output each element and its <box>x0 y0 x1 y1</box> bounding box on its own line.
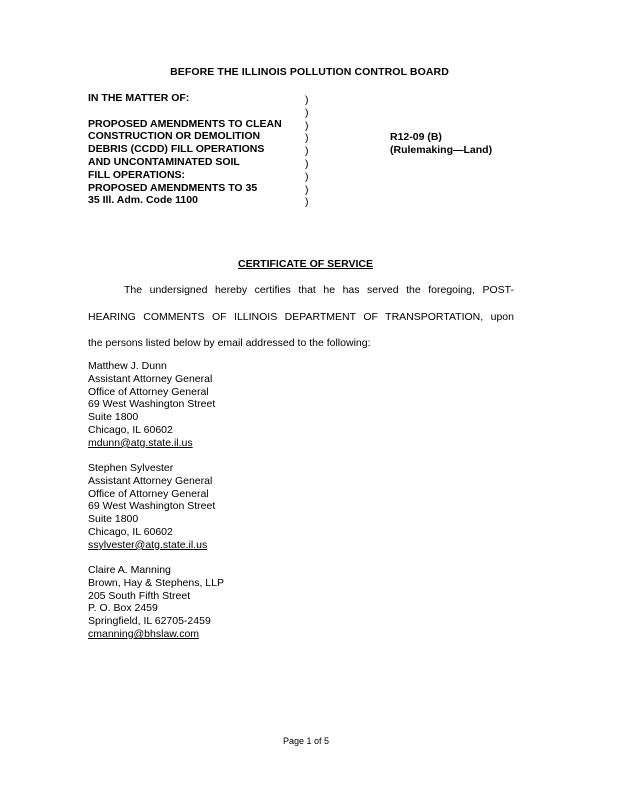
certificate-text-line: the persons listed below by email addressed to the following: <box>88 337 371 349</box>
recipient-address <box>88 564 224 641</box>
caption-line: PROPOSED AMENDMENTS TO 35 <box>88 181 258 194</box>
docket-number: R12-09 (B) <box>390 131 442 143</box>
caption-parentheses <box>305 94 309 209</box>
recipient-name: Claire A. Manning <box>88 564 171 576</box>
recipient-email-link[interactable]: ssylvester@atg.state.il.us <box>88 538 208 551</box>
board-title: BEFORE THE ILLINOIS POLLUTION CONTROL BOARD <box>170 66 449 78</box>
paren: ) <box>305 196 309 209</box>
caption-line: DEBRIS (CCDD) FILL OPERATIONS <box>88 143 265 156</box>
certificate-text-line: HEARING COMMENTS OF ILLINOIS DEPARTMENT OF TRANSPORTATION, upon <box>88 311 514 323</box>
recipient-address <box>88 462 215 552</box>
paren: ) <box>305 94 309 106</box>
recipient-city: Springfield, IL 62705-2459 <box>88 615 211 628</box>
recipient-city: Chicago, IL 60602 <box>88 525 173 538</box>
caption-line: 35 Ill. Adm. Code 1100 <box>88 194 198 207</box>
paren: ) <box>305 170 309 183</box>
case-caption <box>88 92 308 207</box>
recipient-office: Office of Attorney General <box>88 385 209 398</box>
paren: ) <box>305 106 309 119</box>
paren: ) <box>305 183 309 196</box>
recipient-email-link[interactable]: mdunn@atg.state.il.us <box>88 436 193 449</box>
matter-label: IN THE MATTER OF: <box>88 92 190 104</box>
page-number: Page 1 of 5 <box>282 736 330 746</box>
docket-type: (Rulemaking—Land) <box>390 143 493 156</box>
caption-line: PROPOSED AMENDMENTS TO CLEAN <box>88 117 282 130</box>
recipient-office: Office of Attorney General <box>88 487 209 500</box>
caption-spacer <box>88 105 308 118</box>
recipient-title: Assistant Attorney General <box>88 372 213 385</box>
docket-block <box>390 131 492 157</box>
paren: ) <box>305 145 309 158</box>
paren: ) <box>305 132 309 145</box>
paren: ) <box>305 157 309 170</box>
caption-line: FILL OPERATIONS: <box>88 168 186 181</box>
recipient-suite: Suite 1800 <box>88 513 139 526</box>
recipient-po-box: P. O. Box 2459 <box>88 602 158 615</box>
recipient-name: Stephen Sylvester <box>88 462 174 474</box>
recipient-suite: Suite 1800 <box>88 411 139 424</box>
recipient-street: 205 South Fifth Street <box>88 589 191 602</box>
recipient-city: Chicago, IL 60602 <box>88 423 173 436</box>
recipient-email-link[interactable]: cmanning@bhslaw.com <box>88 627 200 640</box>
recipient-address <box>88 360 215 450</box>
recipient-title: Assistant Attorney General <box>88 474 213 487</box>
recipient-street: 69 West Washington Street <box>88 500 216 513</box>
caption-line: AND UNCONTAMINATED SOIL <box>88 155 240 168</box>
recipient-name: Matthew J. Dunn <box>88 360 167 372</box>
paren: ) <box>305 119 309 132</box>
certificate-text-line: The undersigned hereby certifies that he has served the foregoing, POST- <box>124 284 514 296</box>
recipient-firm: Brown, Hay & Stephens, LLP <box>88 576 224 589</box>
caption-line: CONSTRUCTION OR DEMOLITION <box>88 130 261 143</box>
certificate-title: CERTIFICATE OF SERVICE <box>238 258 373 270</box>
recipient-street: 69 West Washington Street <box>88 398 216 411</box>
